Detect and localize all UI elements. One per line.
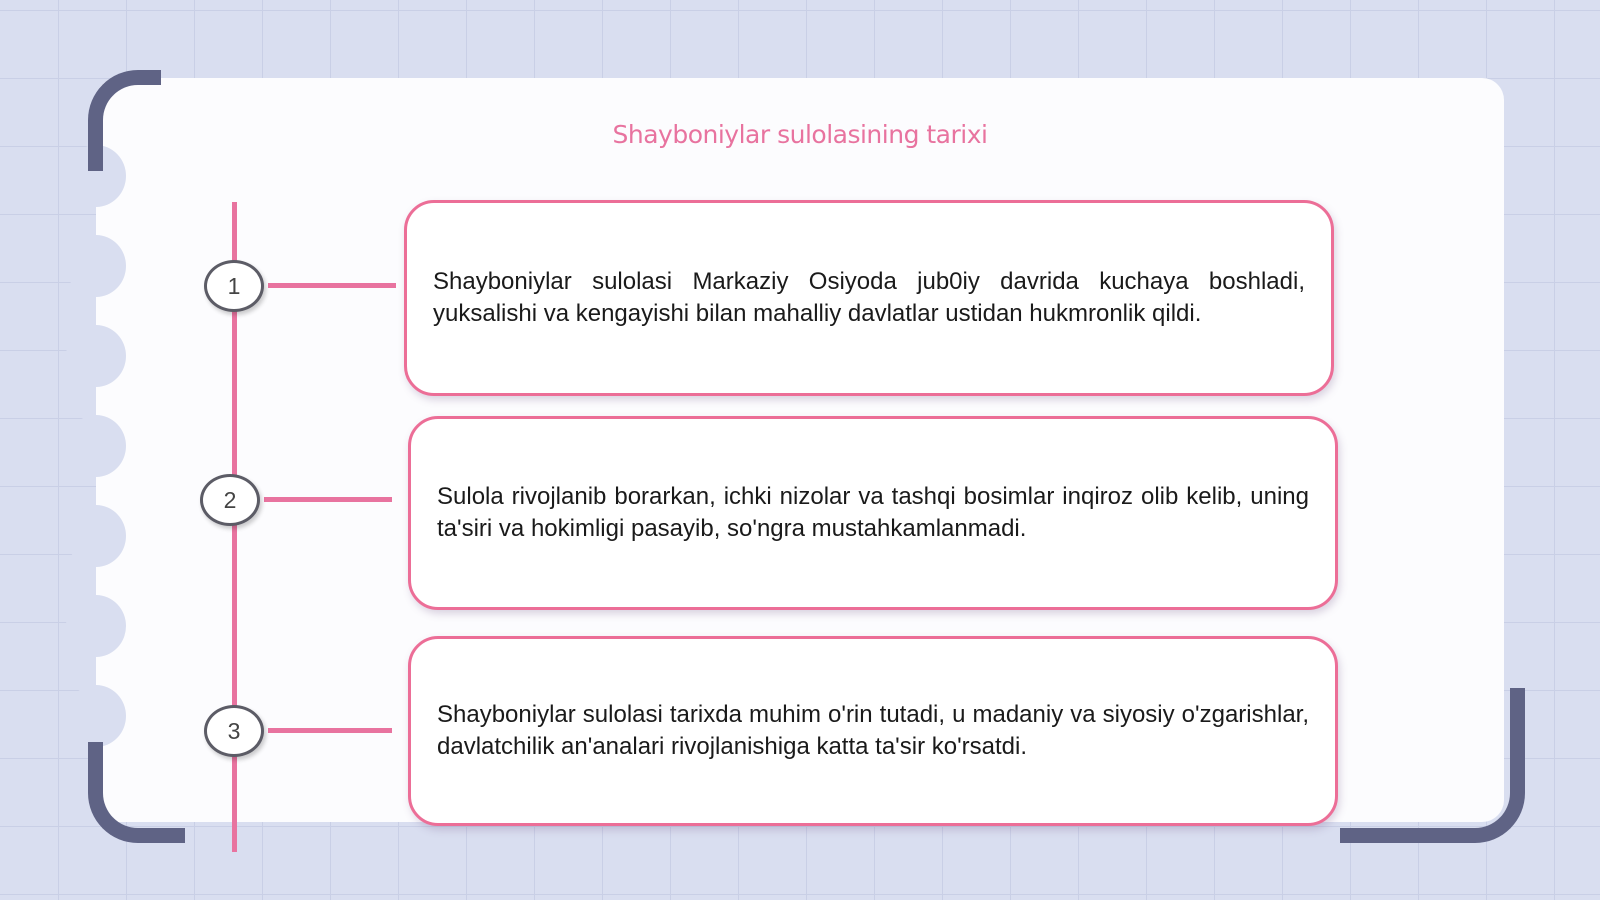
paper-notch [66, 415, 126, 477]
slide-title: Shayboniylar sulolasining tarixi [612, 120, 988, 149]
timeline-connector [268, 728, 392, 733]
timeline-connector [268, 283, 396, 288]
event-text-3: Shayboniylar sulolasi tarixda muhim o'rin tutadi, u madaniy va siyosiy o'zgarishlar, davlatchilik an'analari rivojlanishiga katta ta'sir ko'rsatdi. [437, 701, 1309, 760]
paper-notch [66, 505, 126, 567]
event-box-3 [408, 636, 1338, 826]
paper-notch [66, 325, 126, 387]
event-box-2 [408, 416, 1338, 610]
corner-bracket-bottom-right [1340, 688, 1525, 843]
timeline-marker-2: 2 [200, 474, 260, 526]
paper-notch [66, 595, 126, 657]
paper-notch [66, 235, 126, 297]
timeline-marker-1: 1 [204, 260, 264, 312]
timeline-marker-3: 3 [204, 705, 264, 757]
event-text-1: Shayboniylar sulolasi Markaziy Osiyoda jub0iy davrida kuchaya boshladi, yuksalishi va kengayishi bilan mahalliy davlatlar ustidan hukmronlik qildi. [433, 268, 1305, 327]
event-text-2: Sulola rivojlanib borarkan, ichki nizolar va tashqi bosimlar inqiroz olib kelib, uning ta'siri va hokimligi pasayib, so'ngra mustahkamlanmadi. [437, 483, 1309, 542]
paper-notch [66, 685, 126, 747]
event-box-1 [404, 200, 1334, 396]
corner-bracket-bottom-left [88, 742, 185, 843]
timeline-connector [264, 497, 392, 502]
